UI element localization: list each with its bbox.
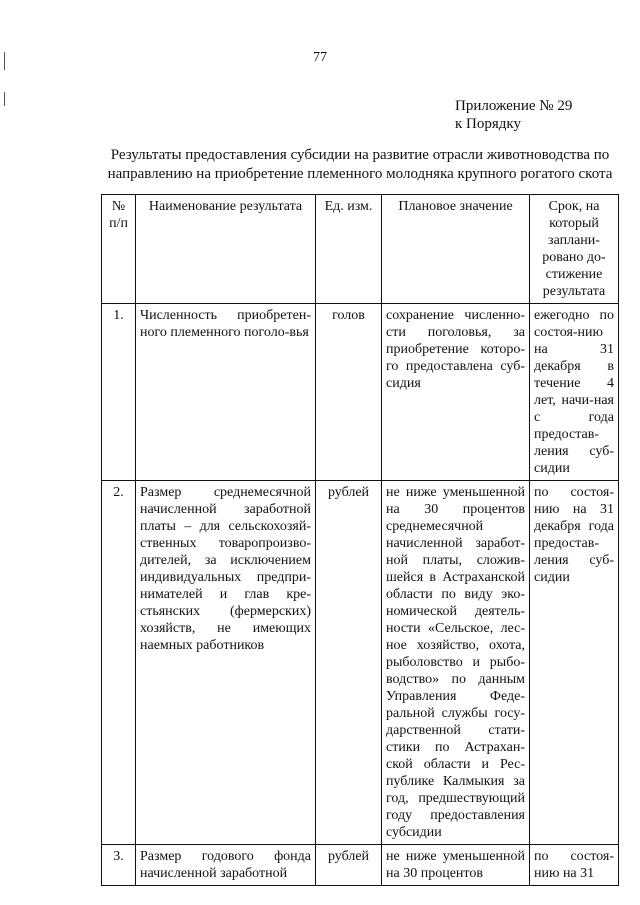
title-line-1: Результаты предоставления субсидии на развитие отрасли животноводства по [110,147,610,163]
row-plan: не ниже уменьшенной на 30 процентов [382,845,530,886]
table-row [102,304,619,481]
row-num: 3. [102,845,136,886]
appendix-number: Приложение № 29 [455,98,573,114]
header-plan: Плановое значение [382,195,530,304]
row-plan: сохранение численно-сти поголовья, за приобретение которо-го предоставлена суб-сидия [382,304,530,481]
row-plan: не ниже уменьшенной на 30 процентов среднемесячной начисленной заработ-ной платы, сложив-шейся в Астраханской области по виду эко-номической деятель-ности «Сельское, лес-ное хозяйство, охота, рыболовство и рыбо-водство» по данным Управления Феде-ральной службы госу-дарственной стати-стики по Астрахан-ской области и Рес-публике Калмыкия за год, предшествующий году предоставления субсидии [382,481,530,845]
row-name: Численность приобретен-ного племенного поголо-вья [136,304,316,481]
title-line-2: направлению на приобретение племенного молодняка крупного рогатого скота [107,166,613,182]
row-num: 2. [102,481,136,845]
row-term: по состоя-нию на 31 декабря года предостав-ления суб-сидии [530,481,619,845]
table-row [102,481,619,845]
document-title [100,146,620,184]
margin-mark [4,92,5,106]
row-name: Размер среднемесячной начисленной заработной платы – для сельскохозяй-ственных товаропроизво-дителей, за исключением индивидуальных предпри-нимателей и глав кре-стьянских (фермерских) хозяйств, не имеющих наемных работников [136,481,316,845]
row-unit: голов [316,304,382,481]
appendix-header [455,97,572,133]
header-term: Срок, на который заплани-ровано до-стижение результата [530,195,619,304]
header-unit: Ед. изм. [316,195,382,304]
page-number: 77 [313,50,327,65]
row-unit: рублей [316,481,382,845]
row-term: ежегодно по состоя-нию на 31 декабря в течение 4 лет, начи-ная с года предостав-ления суб-сидии [530,304,619,481]
row-unit: рублей [316,845,382,886]
row-num: 1. [102,304,136,481]
header-name: Наименование результата [136,195,316,304]
row-term: по состоя-нию на 31 [530,845,619,886]
row-name: Размер годового фонда начисленной заработной [136,845,316,886]
table-row [102,845,619,886]
appendix-reference: к Порядку [455,116,521,132]
results-table [101,194,619,886]
header-num: № п/п [102,195,136,304]
table-header-row [102,195,619,304]
